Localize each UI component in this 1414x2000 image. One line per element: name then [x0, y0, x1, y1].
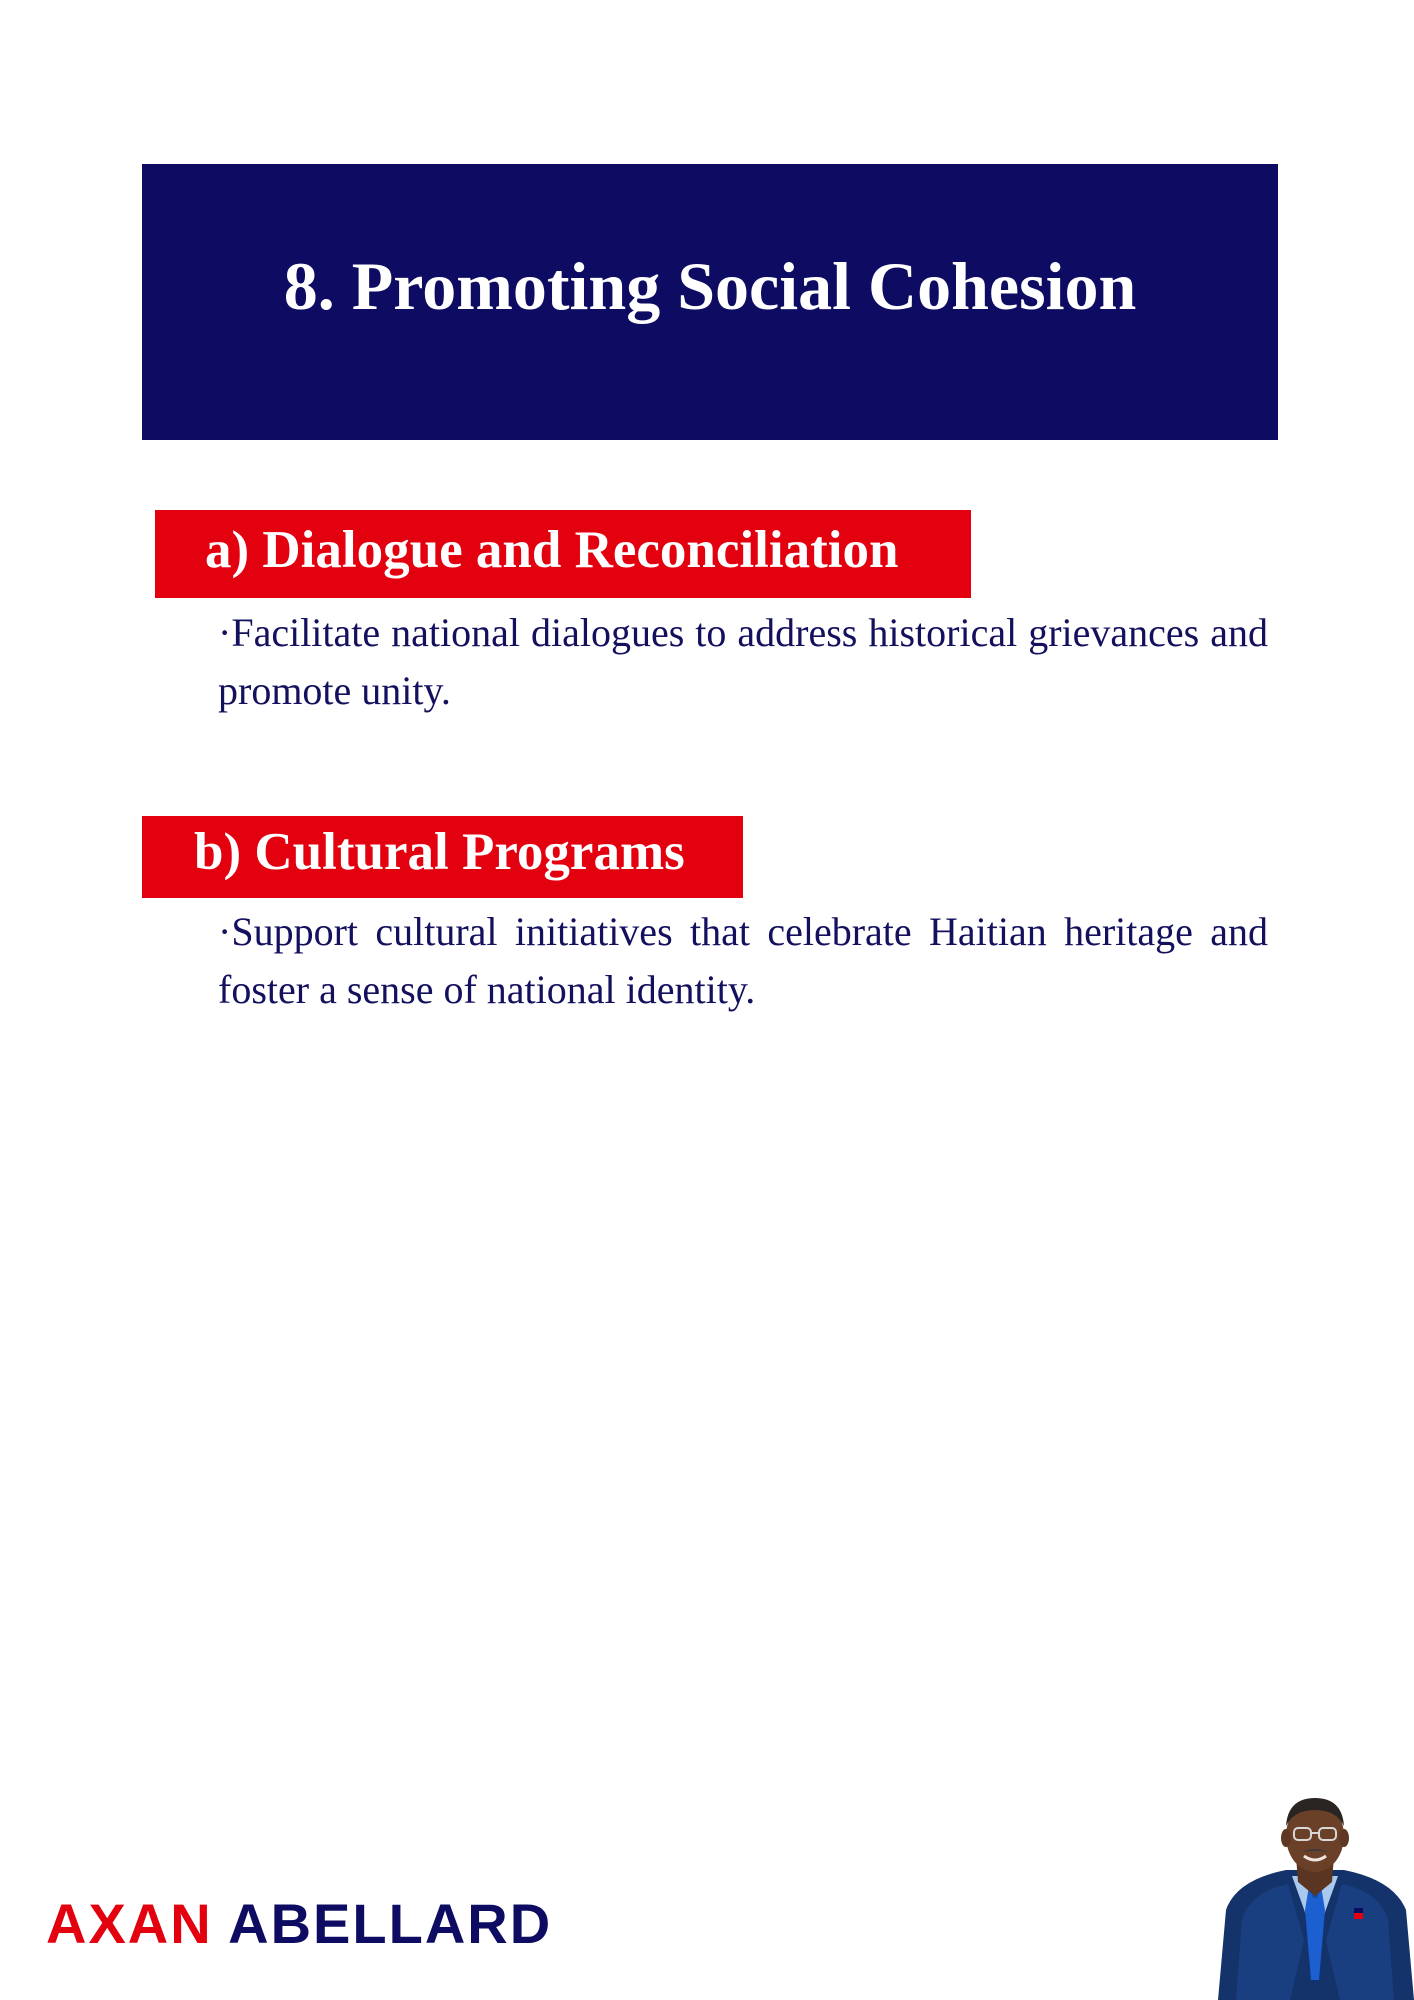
brand-last-name: ABELLARD — [228, 1892, 553, 1955]
section-heading-cultural: b) Cultural Programs — [142, 816, 743, 898]
section-body-dialogue: ·Facilitate national dialogues to address historical grievances and promote unity. — [218, 610, 1268, 713]
page-title: 8. Promoting Social Cohesion — [283, 248, 1137, 324]
candidate-portrait — [1216, 1790, 1414, 2000]
section-body-cultural: ·Support cultural initiatives that celebrate Haitian heritage and foster a sense of national identity. — [218, 909, 1268, 1012]
brand-first-name: AXAN — [46, 1892, 213, 1955]
title-banner — [142, 164, 1278, 440]
brand-name — [46, 1892, 553, 1955]
section-heading-dialogue: a) Dialogue and Reconciliation — [155, 510, 971, 598]
